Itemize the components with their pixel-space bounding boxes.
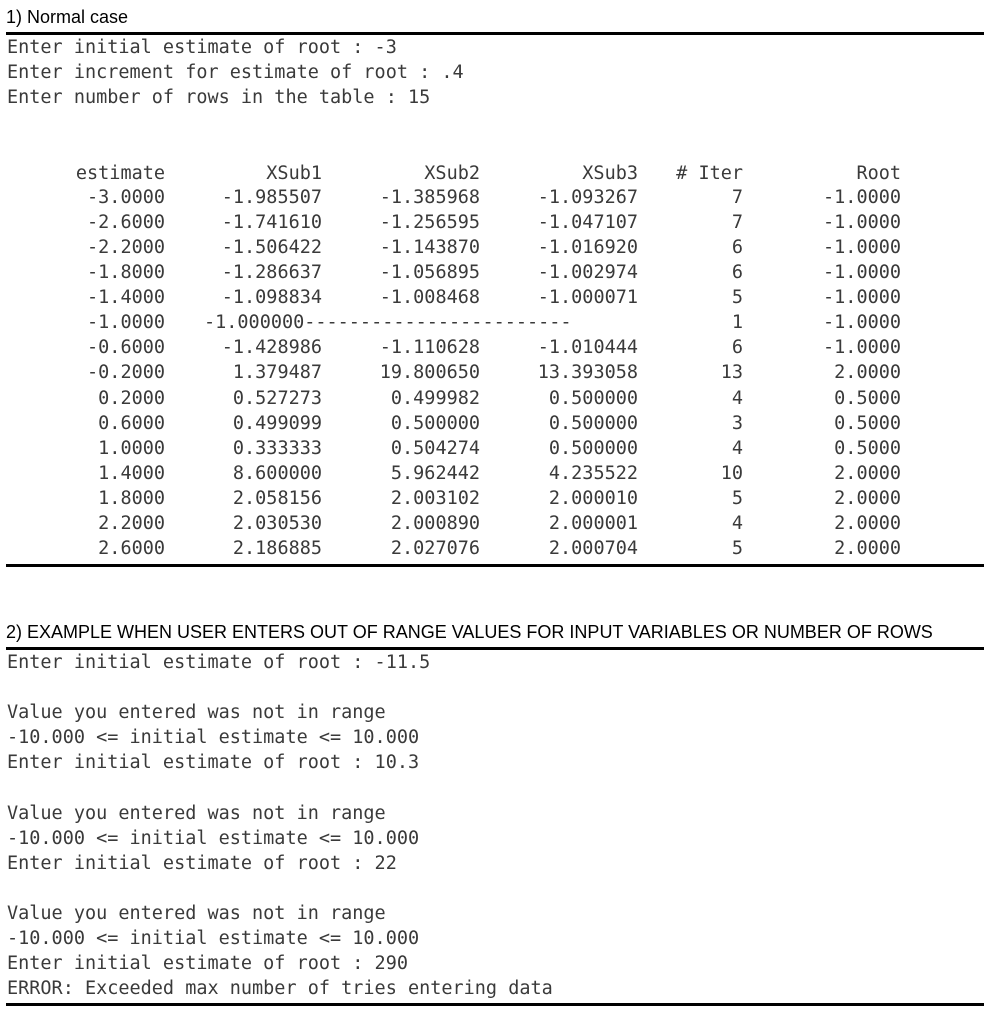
table-cell-estimate: -1.8000: [87, 262, 165, 283]
table-cell-xsub2: 2.003102: [390, 488, 480, 509]
table-cell-xsub1: -1.428986: [221, 337, 322, 358]
table-cell-estimate: -3.0000: [87, 187, 165, 208]
table-cell-estimate: -1.4000: [87, 287, 165, 308]
column-header-xsub3: XSub3: [582, 163, 638, 184]
table-cell-iter: 1: [731, 312, 743, 333]
output-line: Value you entered was not in range: [7, 803, 386, 824]
column-header-root: Root: [856, 163, 901, 184]
table-cell-xsub1: 0.527273: [232, 388, 322, 409]
table-cell-xsub1: -1.985507: [221, 187, 322, 208]
column-header-iter: # Iter: [676, 163, 743, 184]
table-cell-xsub3: 0.500000: [548, 438, 638, 459]
table-cell-xsub2: 2.000890: [390, 513, 480, 534]
table-cell-estimate: -0.6000: [87, 337, 165, 358]
table-cell-xsub3: -1.000071: [537, 287, 638, 308]
table-cell-xsub1: -1.506422: [221, 237, 322, 258]
table-cell-root: -1.0000: [823, 237, 901, 258]
table-cell-xsub3: 0.500000: [548, 413, 638, 434]
output-line: -10.000 <= initial estimate <= 10.000: [7, 928, 420, 949]
table-cell-xsub1: -1.741610: [221, 212, 322, 233]
section2-bottom-rule: [6, 1003, 984, 1006]
table-cell-xsub1: 2.058156: [232, 488, 322, 509]
section1-heading: 1) Normal case: [6, 7, 129, 27]
table-cell-xsub1: 2.030530: [232, 513, 322, 534]
table-cell-root: 0.5000: [834, 413, 901, 434]
column-header-estimate: estimate: [75, 163, 165, 184]
table-cell-iter: 4: [731, 513, 743, 534]
output-line: ERROR: Exceeded max number of tries entering data: [7, 978, 553, 999]
table-cell-xsub1: 1.379487: [232, 362, 322, 383]
table-cell-xsub1: -1.000000------------------------: [204, 312, 572, 333]
table-cell-iter: 10: [720, 463, 743, 484]
table-cell-xsub3: 2.000010: [548, 488, 638, 509]
output-line: -10.000 <= initial estimate <= 10.000: [7, 727, 420, 748]
table-cell-xsub3: -1.010444: [537, 337, 638, 358]
table-cell-estimate: 0.6000: [98, 413, 165, 434]
table-cell-root: 2.0000: [834, 538, 901, 559]
table-cell-iter: 6: [731, 237, 743, 258]
table-cell-xsub1: 8.600000: [232, 463, 322, 484]
table-cell-xsub3: 2.000001: [548, 513, 638, 534]
table-cell-estimate: 1.8000: [98, 488, 165, 509]
table-cell-iter: 6: [731, 337, 743, 358]
table-cell-xsub3: 13.393058: [537, 362, 638, 383]
table-cell-estimate: -2.6000: [87, 212, 165, 233]
table-cell-xsub2: -1.008468: [379, 287, 480, 308]
table-cell-xsub2: -1.056895: [379, 262, 480, 283]
table-cell-iter: 3: [731, 413, 743, 434]
table-cell-xsub2: -1.256595: [379, 212, 480, 233]
output-line: Enter initial estimate of root : 10.3: [7, 752, 420, 773]
table-cell-iter: 7: [731, 212, 743, 233]
table-cell-estimate: -2.2000: [87, 237, 165, 258]
table-cell-estimate: 1.0000: [98, 438, 165, 459]
table-cell-xsub1: -1.098834: [221, 287, 322, 308]
table-cell-xsub3: -1.002974: [537, 262, 638, 283]
table-cell-xsub2: 5.962442: [390, 463, 480, 484]
table-cell-iter: 4: [731, 388, 743, 409]
table-cell-xsub2: 0.500000: [390, 413, 480, 434]
output-line: Enter initial estimate of root : 22: [7, 853, 397, 874]
table-cell-xsub3: 0.500000: [548, 388, 638, 409]
table-cell-xsub2: 2.027076: [390, 538, 480, 559]
table-cell-root: -1.0000: [823, 337, 901, 358]
table-cell-estimate: -1.0000: [87, 312, 165, 333]
table-cell-xsub2: 0.504274: [390, 438, 480, 459]
table-cell-xsub3: -1.047107: [537, 212, 638, 233]
table-cell-xsub1: 0.333333: [232, 438, 322, 459]
table-cell-xsub2: 19.800650: [379, 362, 480, 383]
table-cell-root: -1.0000: [823, 287, 901, 308]
table-cell-root: 2.0000: [834, 488, 901, 509]
table-cell-xsub1: 0.499099: [232, 413, 322, 434]
table-cell-xsub3: -1.093267: [537, 187, 638, 208]
table-cell-estimate: 1.4000: [98, 463, 165, 484]
table-cell-xsub3: 4.235522: [548, 463, 638, 484]
table-cell-estimate: 0.2000: [98, 388, 165, 409]
table-cell-iter: 4: [731, 438, 743, 459]
output-line: Enter initial estimate of root : -11.5: [7, 652, 431, 673]
prompt-initial-estimate: Enter initial estimate of root : -3: [7, 37, 397, 58]
table-cell-xsub1: -1.286637: [221, 262, 322, 283]
table-cell-root: 2.0000: [834, 463, 901, 484]
table-cell-iter: 5: [731, 287, 743, 308]
table-cell-iter: 5: [731, 488, 743, 509]
section2-heading: 2) EXAMPLE WHEN USER ENTERS OUT OF RANGE VALUES FOR INPUT VARIABLES OR NUMBER OF ROWS: [6, 622, 933, 642]
table-cell-root: 2.0000: [834, 362, 901, 383]
output-line: -10.000 <= initial estimate <= 10.000: [7, 828, 420, 849]
output-line: Value you entered was not in range: [7, 903, 386, 924]
table-cell-root: 0.5000: [834, 438, 901, 459]
table-cell-xsub3: 2.000704: [548, 538, 638, 559]
section1-bottom-rule: [6, 564, 984, 567]
table-cell-xsub1: 2.186885: [232, 538, 322, 559]
table-cell-root: -1.0000: [823, 312, 901, 333]
table-cell-root: 0.5000: [834, 388, 901, 409]
table-cell-iter: 7: [731, 187, 743, 208]
table-cell-root: -1.0000: [823, 212, 901, 233]
table-cell-xsub2: -1.385968: [379, 187, 480, 208]
table-cell-xsub3: -1.016920: [537, 237, 638, 258]
table-cell-estimate: -0.2000: [87, 362, 165, 383]
table-cell-root: -1.0000: [823, 262, 901, 283]
column-header-xsub1: XSub1: [266, 163, 322, 184]
prompt-increment: Enter increment for estimate of root : .4: [7, 62, 464, 83]
output-line: Enter initial estimate of root : 290: [7, 953, 408, 974]
prompt-number-of-rows: Enter number of rows in the table : 15: [7, 87, 431, 108]
output-line: Value you entered was not in range: [7, 702, 386, 723]
table-cell-estimate: 2.6000: [98, 538, 165, 559]
table-cell-iter: 13: [720, 362, 743, 383]
table-cell-root: 2.0000: [834, 513, 901, 534]
table-cell-root: -1.0000: [823, 187, 901, 208]
table-cell-xsub2: -1.110628: [379, 337, 480, 358]
table-cell-estimate: 2.2000: [98, 513, 165, 534]
table-cell-xsub2: -1.143870: [379, 237, 480, 258]
column-header-xsub2: XSub2: [424, 163, 480, 184]
table-cell-xsub2: 0.499982: [390, 388, 480, 409]
table-cell-iter: 5: [731, 538, 743, 559]
table-cell-iter: 6: [731, 262, 743, 283]
